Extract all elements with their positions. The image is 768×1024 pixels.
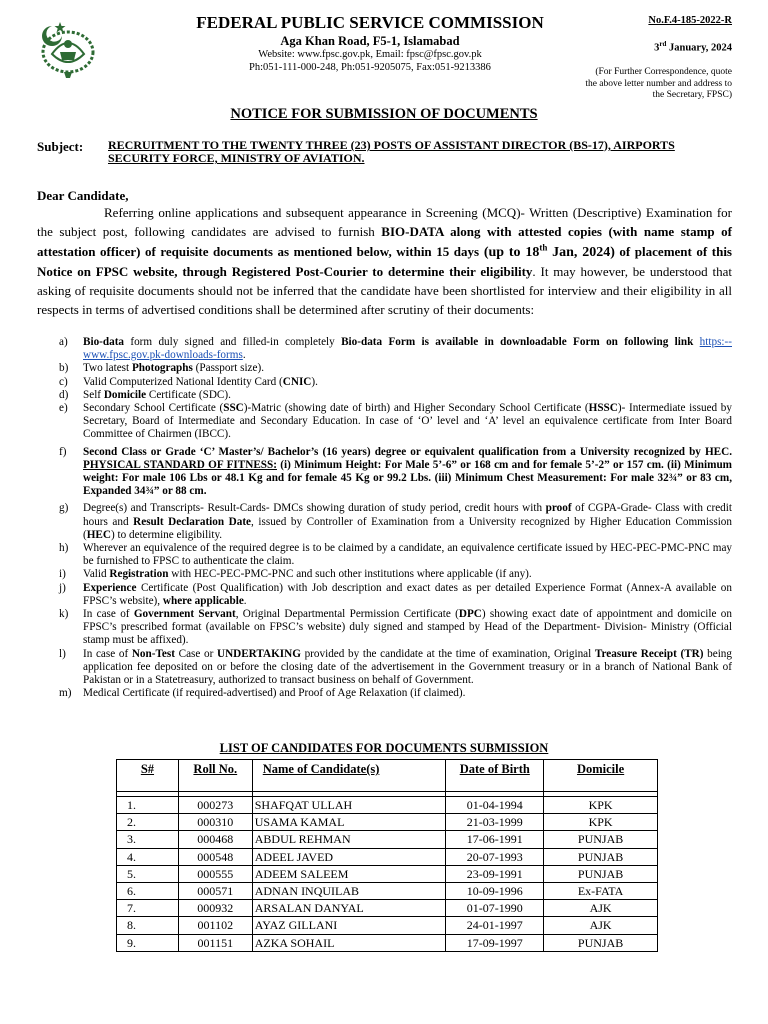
downloads-forms-link[interactable]: https:--www.fpsc.gov.pk-downloads-forms: [83, 336, 732, 362]
subject-text: RECRUITMENT TO THE TWENTY THREE (23) POSTS OF ASSISTANT DIRECTOR (BS-17), AIRPORTS SECURITY FORCE, MINISTRY OF AVIATION.: [108, 138, 675, 165]
letter-date: 3rd January, 2024: [654, 40, 732, 54]
col-header-name: Name of Candidate(s): [252, 760, 446, 792]
org-contact-web-email: Website: www.fpsc.gov.pk, Email: fpsc@fpsc.gov.pk: [258, 49, 482, 60]
col-header-domicile: Domicile: [544, 760, 658, 792]
document-item-j: j) Experience Certificate (Post Qualification) with Job description and exact dates as per detailed Experience Format (Annex-A available on FPSC’s website), where applicable.: [59, 581, 732, 607]
letter-number: No.F.4-185-2022-R: [648, 15, 732, 26]
candidates-list-title: LIST OF CANDIDATES FOR DOCUMENTS SUBMISSION: [219, 741, 549, 755]
table-row: 2. 000310 USAMA KAMAL 21-03-1999 KPK: [117, 814, 658, 831]
document-item-a: a) Bio-data form duly signed and filled-in completely Bio-data Form is available in downloadable Form on following link https:--www.fpsc.gov.pk-downloads-forms.: [59, 336, 732, 362]
table-row: 1. 000273 SHAFQAT ULLAH 01-04-1994 KPK: [117, 797, 658, 814]
col-header-roll: Roll No.: [178, 760, 252, 792]
candidates-table: [116, 759, 658, 952]
documents-list: [59, 336, 732, 700]
org-address: Aga Khan Road, F5-1, Islamabad: [280, 34, 460, 48]
document-item-c: c) Valid Computerized National Identity Card (CNIC).: [59, 375, 318, 388]
document-item-i: i) Valid Registration with HEC-PEC-PMC-PNC and such other institutions where applicable (if any).: [59, 568, 532, 581]
table-row: 7. 000932 ARSALAN DANYAL 01-07-1990 AJK: [117, 900, 658, 917]
table-header-row: [117, 760, 658, 792]
document-item-k: k) In case of Government Servant, Original Departmental Permission Certificate (DPC) showing exact date of appointment and domicile on FPSC’s prescribed format (available on FPSC’s website) duly signed and stamped by Head of the Department- Division- Ministry (Official stamp must be affixed).: [59, 608, 732, 647]
table-row: 4. 000548 ADEEL JAVED 20-07-1993 PUNJAB: [117, 848, 658, 865]
org-contact-phone-fax: Ph:051-111-000-248, Ph:051-9205075, Fax:051-9213386: [249, 62, 491, 73]
document-item-l: l) In case of Non-Test Case or UNDERTAKING provided by the candidate at the time of examination, Original Treasure Receipt (TR) being application fee deposited on or before the closing date of the advertisement in the Government treasury or in a branch of National Bank of Pakistan or in a Statetreasury, authorized to transact business on behalf of Government.: [59, 647, 732, 687]
document-item-d: d) Self Domicile Certificate (SDC).: [59, 388, 231, 401]
org-name: FEDERAL PUBLIC SERVICE COMMISSION: [196, 13, 544, 32]
document-item-g: g) Degree(s) and Transcripts- Result-Cards- DMCs showing duration of study period, credit hours with proof of CGPA-Grade- Class with credit hours and Result Declaration Date, issued by Controller of Examination from a University recognized by Higher Education Commission (HEC) to determine eligibility.: [59, 502, 732, 541]
fpsc-logo: [34, 12, 102, 80]
document-item-f: f) Second Class or Grade ‘C’ Master’s/ Bachelor’s (16 years) degree or equivalent qualification from a University recognized by HEC. PHYSICAL STANDARD OF FITNESS: (i) Minimum Height: For Male 5’-6” or 168 cm and for female 5’-2” or 157 cm. (ii) Minimum weight: For male 106 Lbs or 48.1 Kg and for female 45 Kg or 99.2 Lbs. (iii) Minimum Chest Measurement: For male 32¾” or 83 cm, Expanded 34¾” or 88 cm.: [59, 445, 732, 498]
notice-title: NOTICE FOR SUBMISSION OF DOCUMENTS: [230, 106, 538, 122]
table-row: 5. 000555 ADEEM SALEEM 23-09-1991 PUNJAB: [117, 865, 658, 882]
correspondence-note: (For Further Correspondence, quote the above letter number and address to the Secretary, FPSC): [585, 67, 732, 100]
table-row: 8. 001102 AYAZ GILLANI 24-01-1997 AJK: [117, 917, 658, 934]
document-item-h: h) Wherever an equivalence of the required degree is to be claimed by a candidate, an equivalence certificate issued by HEC-PEC-PMC-PNC may be furnished to FPSC to authenticate the claim.: [59, 542, 732, 568]
salutation: Dear Candidate,: [37, 188, 129, 203]
table-row: 6. 000571 ADNAN INQUILAB 10-09-1996 Ex-FATA: [117, 882, 658, 899]
table-row: 3. 000468 ABDUL REHMAN 17-06-1991 PUNJAB: [117, 831, 658, 848]
document-item-b: b) Two latest Photographs (Passport size).: [59, 362, 265, 375]
document-item-e: e) Secondary School Certificate (SSC)-Matric (showing date of birth) and Higher Secondary School Certificate (HSSC)- Intermediate issued by Secretary, Board of Intermediate and Secondary Education. In case of ‘O’ level and ‘A’ level an equivalence certificate from Inter Board Committee of Chairmen (IBCC).: [59, 402, 732, 441]
table-row: 9. 001151 AZKA SOHAIL 17-09-1997 PUNJAB: [117, 934, 658, 951]
intro-paragraph: Referring online applications and subsequent appearance in Screening (MCQ)- Written (Descriptive) Examination for the subject post, following candidates are advised to furnish BIO-DATA along with attested copies (with name stamp of attestation officer) of requisite documents as mentioned below, within 15 days (up to 18th Jan, 2024) of placement of this Notice on FPSC website, through Registered Post-Courier to determine their eligibility. It may however, be understood that asking of requisite documents should not be inferred that the candidate have been shortlisted for interview and their eligibility in all respects in terms of advertised conditions shall be determined after scrutiny of their documents:: [37, 205, 733, 318]
col-header-sno: S#: [117, 760, 179, 792]
document-item-m: m) Medical Certificate (if required-advertised) and Proof of Age Relaxation (if claimed).: [59, 687, 466, 700]
subject-label: Subject:: [37, 139, 84, 154]
col-header-dob: Date of Birth: [446, 760, 544, 792]
